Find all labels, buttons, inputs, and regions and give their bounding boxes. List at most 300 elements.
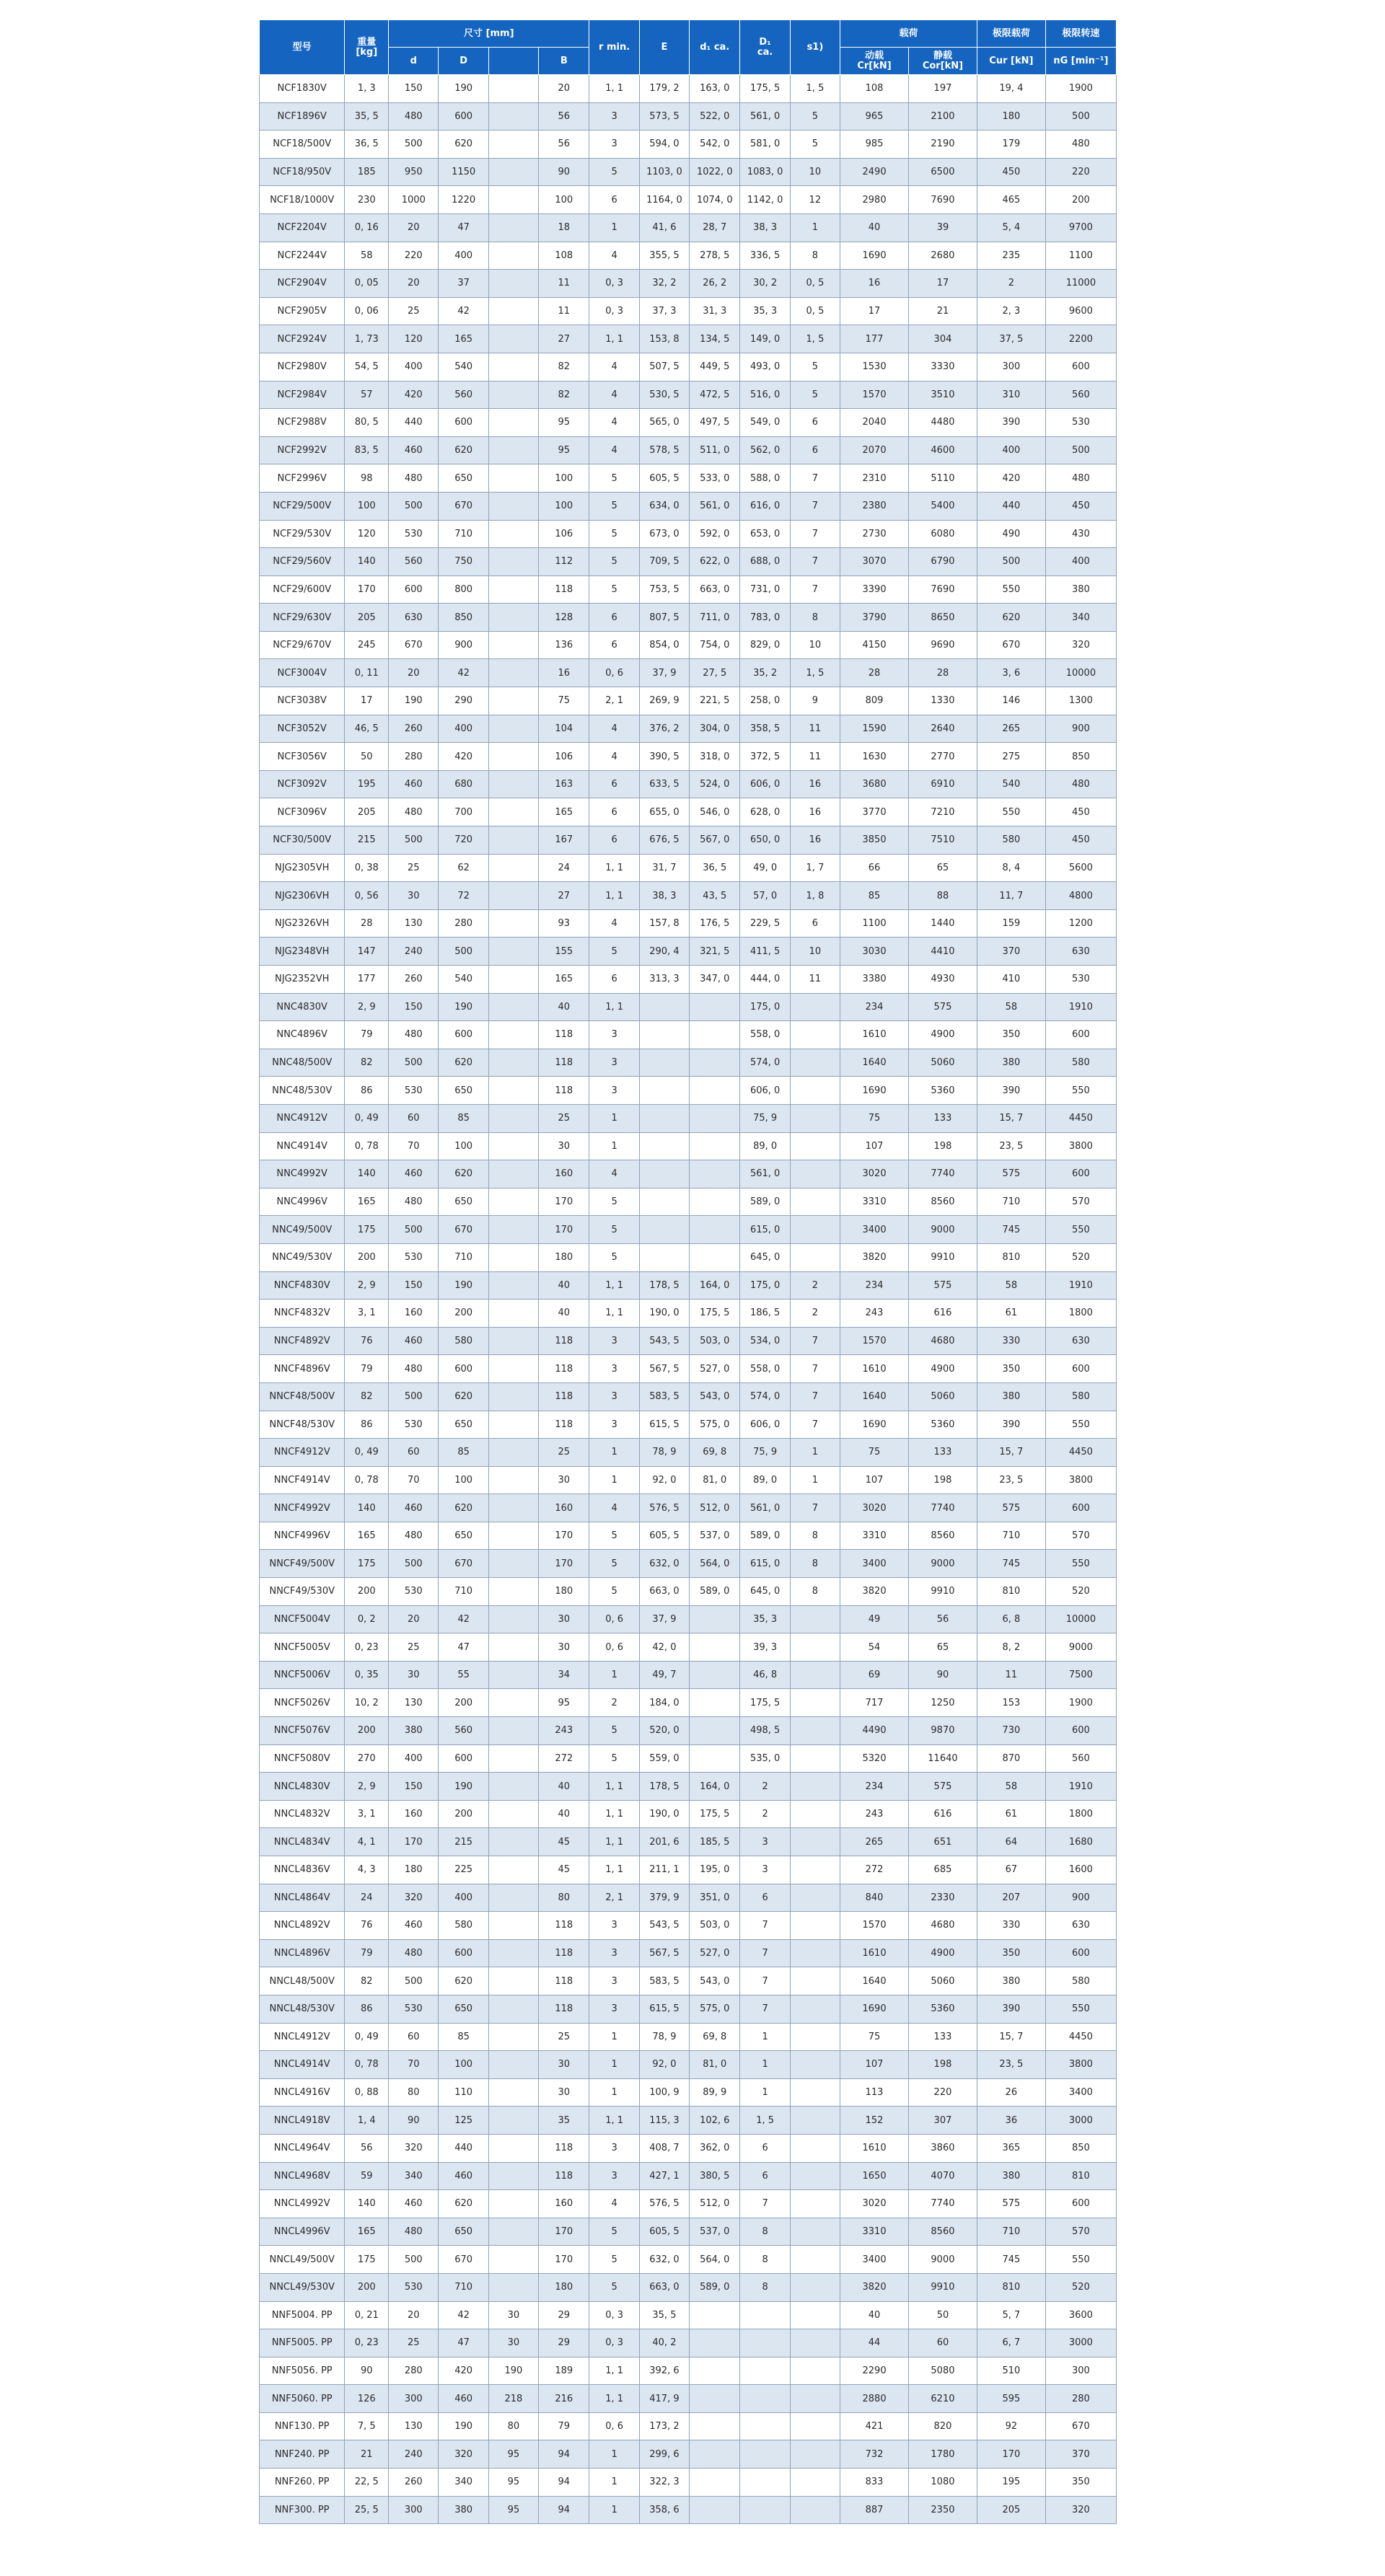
cell-Cur: 179	[977, 131, 1045, 159]
cell-D: 320	[439, 2440, 488, 2469]
cell-mass: 82	[345, 1382, 389, 1411]
table-row	[260, 2078, 1117, 2107]
cell-x	[488, 1411, 538, 1439]
cell-r: 5	[589, 1744, 639, 1773]
table-row	[260, 1300, 1117, 1328]
cell-B: 104	[539, 715, 589, 743]
cell-r: 1	[589, 1661, 639, 1689]
cell-B: 155	[539, 938, 589, 966]
cell-E: 190, 0	[639, 1800, 689, 1828]
cell-model: NNCF4914V	[260, 1466, 345, 1494]
cell-s: 7	[790, 464, 840, 493]
cell-r: 5	[589, 1578, 639, 1606]
cell-B: 118	[539, 1411, 589, 1439]
table-row	[260, 575, 1117, 604]
cell-d: 460	[389, 1912, 439, 1940]
cell-x	[488, 1856, 538, 1884]
cell-Cur: 8, 2	[977, 1633, 1045, 1662]
cell-Cor: 220	[909, 2078, 977, 2107]
table-row	[260, 520, 1117, 548]
cell-d: 480	[389, 102, 439, 131]
cell-mass: 1, 4	[345, 2107, 389, 2135]
cell-D1: 89, 0	[740, 1466, 790, 1494]
cell-s: 8	[790, 242, 840, 270]
cell-d1: 31, 3	[690, 297, 740, 325]
table-row	[260, 381, 1117, 409]
cell-d1: 221, 5	[690, 687, 740, 715]
cell-d1	[690, 1104, 740, 1132]
cell-r: 0, 3	[589, 270, 639, 298]
cell-Cr: 234	[840, 1773, 909, 1801]
cell-s	[790, 1104, 840, 1132]
cell-D: 340	[439, 2469, 488, 2497]
cell-d1: 69, 8	[690, 2023, 740, 2051]
cell-Cor: 7740	[909, 1160, 977, 1188]
cell-d1: 575, 0	[690, 1411, 740, 1439]
cell-r: 5	[589, 1522, 639, 1550]
cell-mass: 140	[345, 1160, 389, 1188]
cell-D: 710	[439, 1243, 488, 1271]
cell-D1: 39, 3	[740, 1633, 790, 1662]
cell-Cor: 6910	[909, 770, 977, 798]
cell-x	[488, 1439, 538, 1467]
cell-D1: 175, 5	[740, 1689, 790, 1717]
cell-D1: 6	[740, 2134, 790, 2162]
cell-model: NNCF5080V	[260, 1744, 345, 1773]
cell-Cr: 3020	[840, 2190, 909, 2218]
cell-mass: 1, 3	[345, 75, 389, 103]
cell-D1: 558, 0	[740, 1021, 790, 1049]
cell-B: 118	[539, 1049, 589, 1077]
table-row	[260, 2107, 1117, 2135]
cell-x	[488, 743, 538, 771]
header-model: 型号	[260, 20, 345, 75]
cell-D: 620	[439, 131, 488, 159]
cell-D1: 75, 9	[740, 1439, 790, 1467]
cell-mass: 10, 2	[345, 1689, 389, 1717]
cell-E: 578, 5	[639, 436, 689, 464]
cell-x	[488, 1160, 538, 1188]
cell-Cr: 717	[840, 1689, 909, 1717]
cell-s	[790, 1243, 840, 1271]
cell-x	[488, 1188, 538, 1216]
cell-s	[790, 1188, 840, 1216]
cell-B: 163	[539, 770, 589, 798]
cell-r: 5	[589, 548, 639, 576]
cell-s	[790, 2190, 840, 2218]
cell-model: NCF18/500V	[260, 131, 345, 159]
cell-Cor: 9000	[909, 1216, 977, 1244]
cell-model: NNCF5076V	[260, 1717, 345, 1745]
cell-r: 6	[589, 798, 639, 826]
cell-D: 620	[439, 1494, 488, 1522]
cell-Cr: 28	[840, 659, 909, 687]
table-row	[260, 2246, 1117, 2274]
cell-D1	[740, 2496, 790, 2524]
cell-B: 29	[539, 2301, 589, 2329]
cell-ng: 520	[1045, 2273, 1116, 2301]
cell-d1: 176, 5	[690, 909, 740, 938]
cell-ng: 3000	[1045, 2329, 1116, 2357]
cell-d: 70	[389, 1132, 439, 1160]
cell-Cr: 2980	[840, 186, 909, 214]
cell-s	[790, 2051, 840, 2079]
cell-Cor: 616	[909, 1800, 977, 1828]
cell-d: 500	[389, 1216, 439, 1244]
cell-ng: 2200	[1045, 325, 1116, 353]
cell-B: 108	[539, 242, 589, 270]
cell-E: 565, 0	[639, 409, 689, 437]
cell-model: NNCF49/500V	[260, 1550, 345, 1578]
cell-E	[639, 1216, 689, 1244]
cell-D1: 589, 0	[740, 1522, 790, 1550]
cell-mass: 7, 5	[345, 2412, 389, 2440]
cell-model: NCF2992V	[260, 436, 345, 464]
cell-ng: 340	[1045, 604, 1116, 632]
cell-d: 1000	[389, 186, 439, 214]
cell-Cor: 65	[909, 854, 977, 882]
cell-E: 605, 5	[639, 1522, 689, 1550]
cell-mass: 3, 1	[345, 1800, 389, 1828]
cell-Cr: 2040	[840, 409, 909, 437]
cell-Cr: 421	[840, 2412, 909, 2440]
cell-E: 376, 2	[639, 715, 689, 743]
cell-B: 94	[539, 2469, 589, 2497]
cell-r: 1	[589, 1104, 639, 1132]
cell-r: 3	[589, 2134, 639, 2162]
cell-r: 1, 1	[589, 325, 639, 353]
cell-d: 530	[389, 1411, 439, 1439]
cell-model: NCF2244V	[260, 242, 345, 270]
cell-Cr: 75	[840, 1439, 909, 1467]
cell-Cr: 965	[840, 102, 909, 131]
cell-Cor: 7510	[909, 826, 977, 855]
cell-d: 530	[389, 1077, 439, 1105]
cell-r: 1	[589, 213, 639, 242]
cell-x	[488, 409, 538, 437]
cell-r: 1, 1	[589, 882, 639, 910]
table-row	[260, 1355, 1117, 1383]
cell-r: 4	[589, 743, 639, 771]
cell-D: 600	[439, 1744, 488, 1773]
table-row	[260, 1494, 1117, 1522]
cell-model: NCF3096V	[260, 798, 345, 826]
cell-ng: 9700	[1045, 213, 1116, 242]
cell-x	[488, 1828, 538, 1856]
cell-B: 20	[539, 75, 589, 103]
cell-r: 1, 1	[589, 2357, 639, 2385]
cell-model: NCF2905V	[260, 297, 345, 325]
cell-Cr: 69	[840, 1661, 909, 1689]
cell-D1: 372, 5	[740, 743, 790, 771]
cell-d1	[690, 1216, 740, 1244]
cell-mass: 82	[345, 1967, 389, 1995]
cell-Cor: 1780	[909, 2440, 977, 2469]
cell-D: 650	[439, 1411, 488, 1439]
cell-r: 1	[589, 1132, 639, 1160]
cell-E: 567, 5	[639, 1355, 689, 1383]
cell-D1: 615, 0	[740, 1216, 790, 1244]
table-row	[260, 1912, 1117, 1940]
cell-E: 190, 0	[639, 1300, 689, 1328]
cell-x	[488, 2051, 538, 2079]
cell-s	[790, 1049, 840, 1077]
cell-x	[488, 2023, 538, 2051]
cell-E: 709, 5	[639, 548, 689, 576]
cell-D1: 3	[740, 1856, 790, 1884]
cell-ng: 850	[1045, 743, 1116, 771]
cell-x	[488, 297, 538, 325]
cell-D: 670	[439, 1216, 488, 1244]
cell-Cor: 7210	[909, 798, 977, 826]
cell-Cor: 575	[909, 993, 977, 1021]
cell-x	[488, 882, 538, 910]
cell-s: 6	[790, 436, 840, 464]
cell-Cr: 49	[840, 1605, 909, 1633]
cell-D: 215	[439, 1828, 488, 1856]
cell-D: 800	[439, 575, 488, 604]
cell-ng: 600	[1045, 1355, 1116, 1383]
cell-ng: 900	[1045, 1884, 1116, 1912]
table-row	[260, 2190, 1117, 2218]
cell-d: 150	[389, 75, 439, 103]
cell-d1: 195, 0	[690, 1856, 740, 1884]
cell-model: NNF260. PP	[260, 2469, 345, 2497]
cell-Cur: 420	[977, 464, 1045, 493]
cell-D1: 574, 0	[740, 1049, 790, 1077]
cell-Cor: 575	[909, 1773, 977, 1801]
cell-mass: 35, 5	[345, 102, 389, 131]
cell-r: 3	[589, 1912, 639, 1940]
cell-r: 5	[589, 492, 639, 520]
cell-D1: 1	[740, 2051, 790, 2079]
cell-d1: 163, 0	[690, 75, 740, 103]
cell-Cor: 307	[909, 2107, 977, 2135]
cell-mass: 50	[345, 743, 389, 771]
cell-D1: 574, 0	[740, 1382, 790, 1411]
cell-x	[488, 1605, 538, 1633]
cell-s	[790, 1633, 840, 1662]
cell-model: NCF3004V	[260, 659, 345, 687]
table-row	[260, 1439, 1117, 1467]
cell-Cur: 380	[977, 2162, 1045, 2190]
cell-D: 670	[439, 492, 488, 520]
cell-E: 632, 0	[639, 2246, 689, 2274]
cell-d1: 472, 5	[690, 381, 740, 409]
cell-d1: 449, 5	[690, 353, 740, 381]
cell-B: 30	[539, 1466, 589, 1494]
cell-E: 594, 0	[639, 131, 689, 159]
cell-ng: 500	[1045, 102, 1116, 131]
cell-s: 7	[790, 520, 840, 548]
cell-mass: 0, 11	[345, 659, 389, 687]
table-row	[260, 659, 1117, 687]
cell-Cor: 133	[909, 1439, 977, 1467]
header-D1: D₁ ca.	[740, 20, 790, 75]
cell-D: 42	[439, 659, 488, 687]
cell-r: 1, 1	[589, 854, 639, 882]
cell-B: 25	[539, 1439, 589, 1467]
cell-mass: 165	[345, 2218, 389, 2246]
cell-s	[790, 1661, 840, 1689]
cell-B: 11	[539, 297, 589, 325]
cell-ng: 600	[1045, 1717, 1116, 1745]
cell-model: NJG2306VH	[260, 882, 345, 910]
cell-d1	[690, 1605, 740, 1633]
cell-D: 700	[439, 798, 488, 826]
cell-B: 118	[539, 1021, 589, 1049]
table-row	[260, 1605, 1117, 1633]
cell-mass: 0, 05	[345, 270, 389, 298]
cell-model: NNC4914V	[260, 1132, 345, 1160]
cell-B: 118	[539, 1995, 589, 2023]
cell-model: NNCF49/530V	[260, 1578, 345, 1606]
cell-mass: 2, 9	[345, 1271, 389, 1300]
cell-Cr: 2880	[840, 2385, 909, 2413]
cell-D1: 561, 0	[740, 102, 790, 131]
cell-Cur: 195	[977, 2469, 1045, 2497]
cell-r: 1	[589, 2469, 639, 2497]
cell-D: 125	[439, 2107, 488, 2135]
cell-D: 100	[439, 1132, 488, 1160]
cell-r: 5	[589, 1243, 639, 1271]
cell-ng: 560	[1045, 381, 1116, 409]
cell-E: 78, 9	[639, 1439, 689, 1467]
cell-B: 34	[539, 1661, 589, 1689]
cell-Cur: 180	[977, 102, 1045, 131]
cell-D: 47	[439, 1633, 488, 1662]
cell-D1: 89, 0	[740, 1132, 790, 1160]
table-row	[260, 1132, 1117, 1160]
cell-Cur: 390	[977, 1077, 1045, 1105]
cell-d: 160	[389, 1800, 439, 1828]
cell-d: 530	[389, 1578, 439, 1606]
cell-mass: 22, 5	[345, 2469, 389, 2497]
cell-Cur: 37, 5	[977, 325, 1045, 353]
cell-mass: 175	[345, 1550, 389, 1578]
cell-Cr: 1690	[840, 1077, 909, 1105]
cell-mass: 79	[345, 1021, 389, 1049]
cell-D1: 2	[740, 1773, 790, 1801]
cell-d: 320	[389, 2134, 439, 2162]
cell-d: 60	[389, 1104, 439, 1132]
cell-D1: 1142, 0	[740, 186, 790, 214]
cell-s: 5	[790, 131, 840, 159]
cell-s	[790, 2357, 840, 2385]
cell-E: 40, 2	[639, 2329, 689, 2357]
cell-Cr: 1640	[840, 1049, 909, 1077]
cell-ng: 3000	[1045, 2107, 1116, 2135]
cell-Cor: 56	[909, 1605, 977, 1633]
cell-x	[488, 1132, 538, 1160]
cell-d: 150	[389, 993, 439, 1021]
cell-s: 12	[790, 186, 840, 214]
cell-Cor: 90	[909, 1661, 977, 1689]
cell-r: 5	[589, 938, 639, 966]
cell-ng: 850	[1045, 2134, 1116, 2162]
cell-model: NNCL4832V	[260, 1800, 345, 1828]
cell-d: 20	[389, 213, 439, 242]
table-header	[260, 20, 1117, 75]
cell-Cur: 146	[977, 687, 1045, 715]
cell-D: 400	[439, 1884, 488, 1912]
cell-Cor: 2770	[909, 743, 977, 771]
cell-r: 1	[589, 2078, 639, 2107]
cell-x	[488, 659, 538, 687]
cell-d: 240	[389, 938, 439, 966]
cell-d: 180	[389, 1856, 439, 1884]
cell-B: 27	[539, 882, 589, 910]
cell-model: NNC49/500V	[260, 1216, 345, 1244]
cell-d1: 754, 0	[690, 631, 740, 659]
cell-E: 269, 9	[639, 687, 689, 715]
cell-Cr: 1650	[840, 2162, 909, 2190]
cell-x	[488, 1382, 538, 1411]
cell-B: 95	[539, 1689, 589, 1717]
cell-Cor: 7740	[909, 2190, 977, 2218]
cell-B: 118	[539, 1967, 589, 1995]
cell-mass: 76	[345, 1327, 389, 1355]
cell-model: NNCL4912V	[260, 2023, 345, 2051]
cell-Cur: 575	[977, 1160, 1045, 1188]
cell-r: 4	[589, 381, 639, 409]
table-row	[260, 1995, 1117, 2023]
cell-ng: 600	[1045, 1021, 1116, 1049]
cell-model: NNCF48/530V	[260, 1411, 345, 1439]
cell-B: 82	[539, 353, 589, 381]
cell-Cur: 490	[977, 520, 1045, 548]
cell-Cur: 159	[977, 909, 1045, 938]
cell-Cr: 809	[840, 687, 909, 715]
cell-d: 530	[389, 1243, 439, 1271]
cell-r: 2, 1	[589, 687, 639, 715]
cell-model: NNF5004. PP	[260, 2301, 345, 2329]
cell-Cur: 810	[977, 2273, 1045, 2301]
cell-mass: 79	[345, 1355, 389, 1383]
cell-Cur: 575	[977, 2190, 1045, 2218]
cell-mass: 82	[345, 1049, 389, 1077]
cell-E: 313, 3	[639, 966, 689, 994]
cell-D: 190	[439, 1271, 488, 1300]
cell-s	[790, 2107, 840, 2135]
cell-model: NNCF4896V	[260, 1355, 345, 1383]
cell-D1	[740, 2385, 790, 2413]
cell-x	[488, 2162, 538, 2190]
cell-r: 1	[589, 2023, 639, 2051]
table-row	[260, 2412, 1117, 2440]
cell-mass: 205	[345, 798, 389, 826]
cell-mass: 25, 5	[345, 2496, 389, 2524]
cell-D: 540	[439, 353, 488, 381]
cell-D: 190	[439, 1773, 488, 1801]
cell-D: 650	[439, 2218, 488, 2246]
cell-s: 1	[790, 1466, 840, 1494]
cell-Cur: 810	[977, 1578, 1045, 1606]
cell-Cr: 3820	[840, 2273, 909, 2301]
cell-model: NNCL4992V	[260, 2190, 345, 2218]
cell-E	[639, 1160, 689, 1188]
cell-Cr: 1610	[840, 1939, 909, 1967]
cell-D1: 7	[740, 1995, 790, 2023]
cell-d: 600	[389, 575, 439, 604]
cell-Cr: 3020	[840, 1494, 909, 1522]
cell-model: NCF18/950V	[260, 158, 345, 186]
cell-x	[488, 2218, 538, 2246]
cell-Cur: 170	[977, 2440, 1045, 2469]
cell-x	[488, 2246, 538, 2274]
cell-x	[488, 1300, 538, 1328]
cell-Cur: 36	[977, 2107, 1045, 2135]
